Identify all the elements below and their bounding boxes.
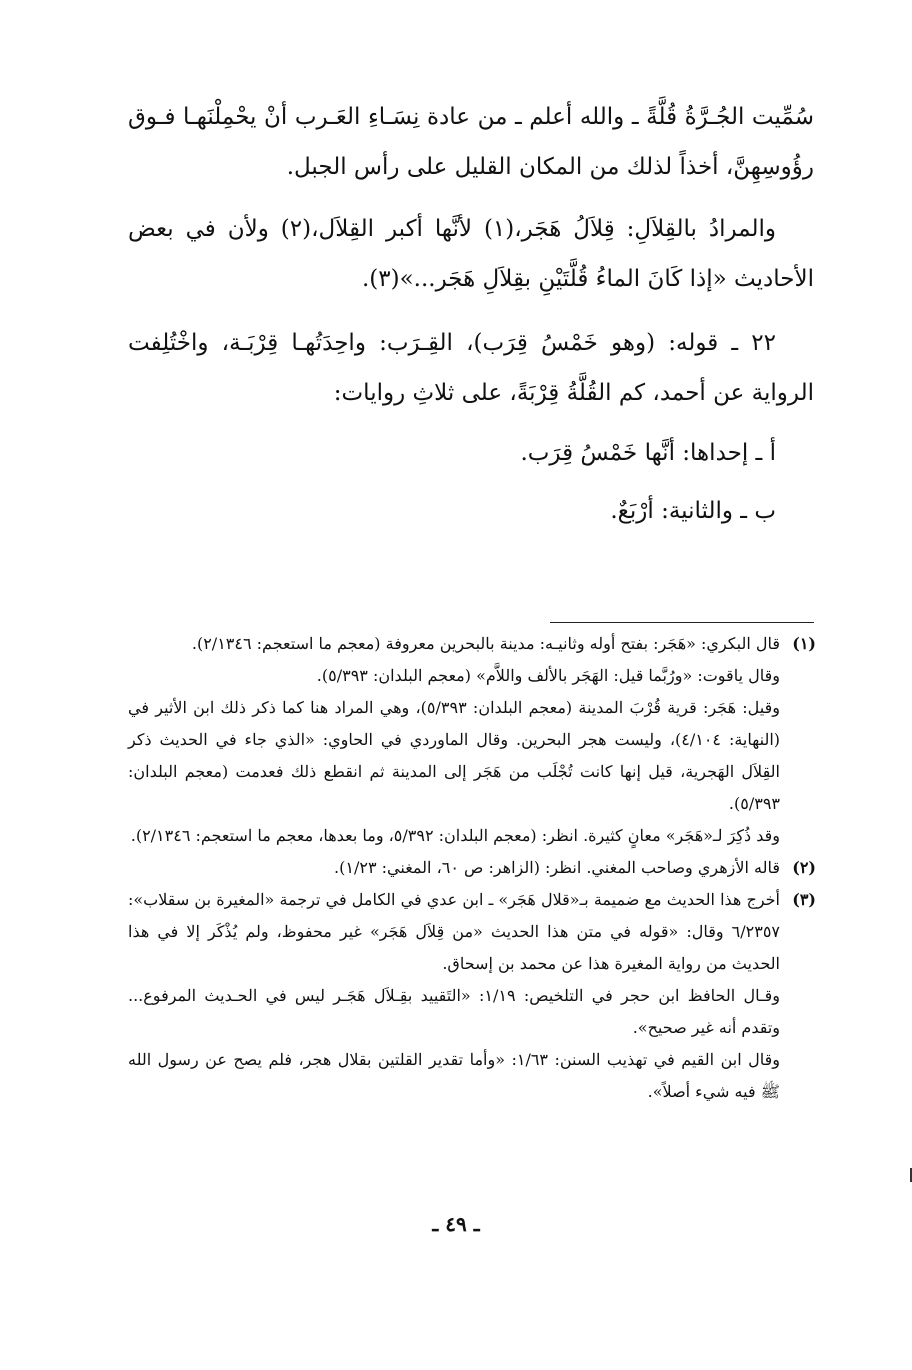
footnote-line: وقـال الحافظ ابن حجر في التلخيص: ١/١٩: «التَقييد بقِـلاَل هَجَـر ليس في الحـديث المرفوع... وتقدم أنه غير صحيح». xyxy=(128,986,781,1037)
footnote-number: (١) xyxy=(792,634,816,653)
footnote-separator xyxy=(550,622,814,623)
footnote-line: أخرج هذا الحديث مع ضميمة بـ«قلال هَجَر» ـ ابن عدي في الكامل في ترجمة «المغيرة بن سقلاب»: ٦/٢٣٥٧ وقال: «قوله في متن هذا الحديث «من قِلاَل هَجَر» غير محفوظ، ولم يُذْكَر إلا في هذا الحديث من رواية المغيرة هذا عن محمد بن إسحاق. xyxy=(128,890,780,973)
main-text xyxy=(128,92,814,536)
paragraph-2: والمرادُ بالقِلاَلِ: قِلاَلُ هَجَر،(١) لأنَّها أكبر القِلاَل،(٢) ولأن في بعض الأحاديث «إذا كَانَ الماءُ قُلَّتَيْنِ بقِلاَلِ هَجَر...»(٣). xyxy=(128,216,814,292)
footnote-1 xyxy=(128,628,816,852)
footnote-line: وقيل: هَجَر: قرية قُرْبَ المدينة (معجم البلدان: ٥/٣٩٣)، وهي المراد هنا كما ذكر ذلك ابن الأثير في (النهاية: ٤/١٠٤)، وليست هجر البحرين. وقال الماوردي في الحاوي: «الذي جاء في الحديث ذكر القِلاَل الهَجرية، قيل إنها كانت تُجْلَب من هَجَر إلى المدينة ثم انقطع ذلك فعدمت (معجم البلدان: ٥/٣٩٣). xyxy=(128,698,781,813)
footnote-2 xyxy=(128,852,816,884)
footnote-3 xyxy=(128,884,816,1108)
footnote-number: (٢) xyxy=(792,858,816,877)
footnotes xyxy=(128,628,816,1108)
footnote-line: قاله الأزهري وصاحب المغني. انظر: (الزاهر: ص ٦٠، المغني: ١/٢٣). xyxy=(334,858,780,877)
footnote-line: وقد ذُكِرَ لـ«هَجَر» معانٍ كثيرة. انظر: (معجم البلدان: ٥/٣٩٢، وما بعدها، معجم ما استعجم: ٢/١٣٤٦). xyxy=(130,826,780,845)
page-number: ـ ٤٩ ـ xyxy=(432,1212,480,1236)
paragraph-3: ٢٢ ـ قوله: (وهو خَمْسُ قِرَب)، القِـرَب: واحِدَتُهـا قِرْبَـة، واخْتُلِفت الرواية عن أحمد، كم القُلَّةُ قِرْبَةً، على ثلاثِ روايات: xyxy=(128,330,814,406)
footnote-line: وقال ابن القيم في تهذيب السنن: ١/٦٣: «وأما تقدير القلتين بقلال هجر، فلم يصح عن رسول الله ﷺ فيه شيء أصلاً». xyxy=(128,1050,780,1101)
paragraph-1: سُمِّيت الجُـرَّةُ قُلَّةً ـ والله أعلم ـ من عادة نِسَـاءِ العَـرب أنْ يحْمِلْنَهـا فـوق رؤُوسِهِنَّ، أخذاً لذلك من المكان القليل على رأس الجبل. xyxy=(128,104,814,180)
list-item-a: أ ـ إحداها: أنَّها خَمْسُ قِرَب. xyxy=(520,440,776,466)
footnote-line: وقال ياقوت: «ورُبَّما قيل: الهَجَر بالألف واللاَّم» (معجم البلدان: ٥/٣٩٣). xyxy=(316,666,780,685)
footnote-number: (٣) xyxy=(792,890,816,909)
list-item-b: ب ـ والثانية: أرْبَعٌ. xyxy=(610,498,776,524)
footnote-line: قال البكري: «هَجَر: بفتح أوله وثانيـه: مدينة بالبحرين معروفة (معجم ما استعجم: ٢/١٣٤٦). xyxy=(191,634,780,653)
